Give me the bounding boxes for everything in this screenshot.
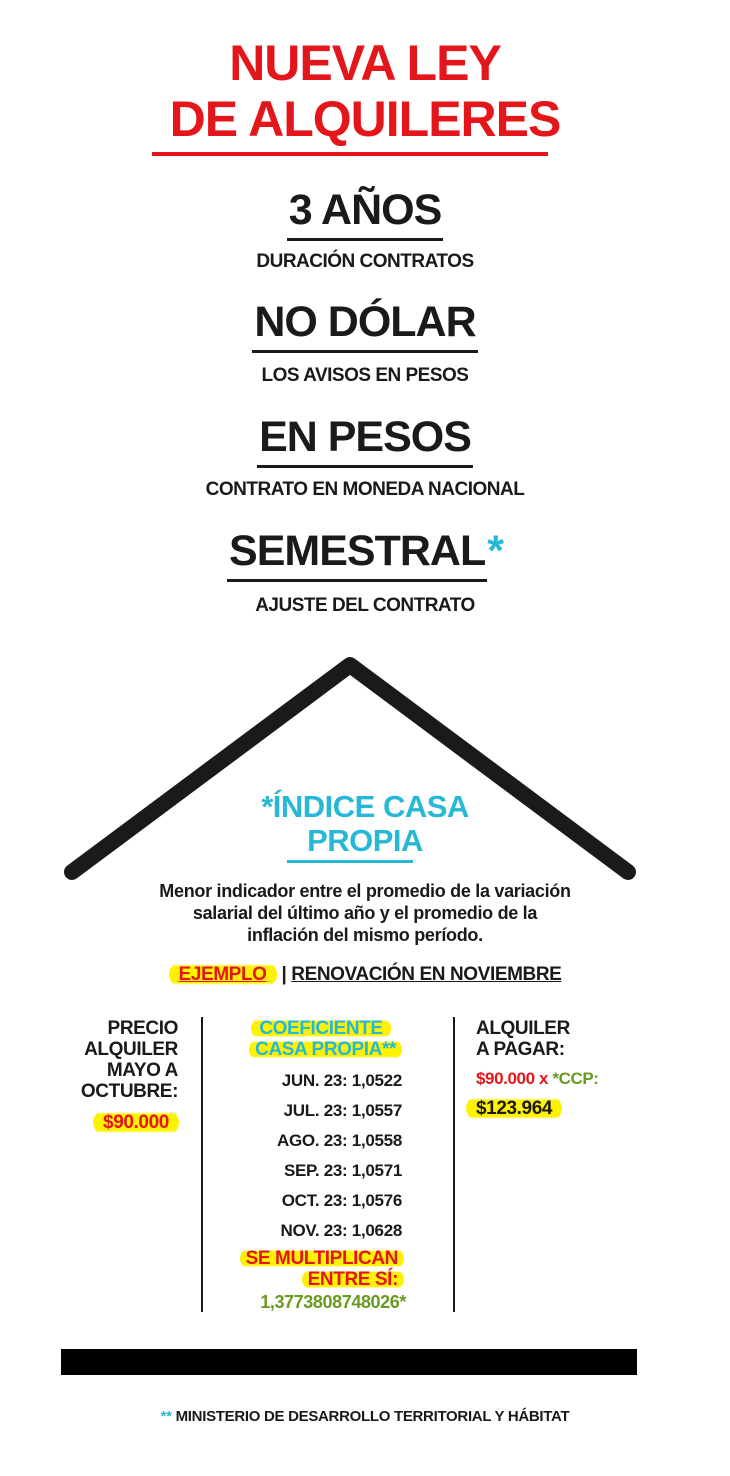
index-description-line2: salarial del último año y el promedio de la [192, 903, 538, 923]
formula-amount: $90.000 [476, 1069, 535, 1088]
index-description-line1: Menor indicador entre el promedio de la variación [159, 881, 571, 901]
coefficient-list [222, 1066, 402, 1246]
point-pesos-headline: EN PESOS [0, 413, 730, 468]
column-divider-right [453, 1017, 455, 1312]
page-title-line1: NUEVA LEY [229, 35, 501, 91]
index-description-line3: inflación del mismo período. [247, 925, 483, 945]
footer-source: MINISTERIO DE DESARROLLO TERRITORIAL Y HÁBITAT [175, 1408, 570, 1425]
left-amount-wrapper [80, 1112, 192, 1133]
formula-ccp: *CCP: [552, 1069, 599, 1088]
source-footer [0, 1408, 730, 1425]
point-no-dollar-caption: LOS AVISOS EN PESOS [261, 365, 469, 386]
coefficient-item: NOV. 23: 1,0628 [280, 1221, 402, 1240]
coefficient-item: AGO. 23: 1,0558 [277, 1131, 402, 1150]
coefficient-item: SEP. 23: 1,0571 [283, 1161, 402, 1180]
example-label-highlight [169, 962, 277, 987]
point-no-dollar-headline: NO DÓLAR [0, 298, 730, 353]
example-label: EJEMPLO [178, 964, 267, 985]
total-amount: $123.964 [466, 1096, 562, 1121]
coefficient-item: JUL. 23: 1,0557 [283, 1101, 402, 1120]
formula-times: x [538, 1069, 549, 1088]
total-wrapper [466, 1098, 586, 1119]
right-formula [476, 1068, 676, 1089]
footer-black-bar [61, 1349, 637, 1375]
coefficient-item: OCT. 23: 1,0576 [281, 1191, 402, 1210]
page-title-line2: DE ALQUILERES [169, 91, 561, 147]
left-amount: $90.000 [93, 1110, 179, 1135]
coefficient-title: COEFICIENTE CASA PROPIA** [222, 1018, 420, 1060]
asterisk-mark: * [487, 527, 503, 575]
point-semestral-headline: SEMESTRAL* [0, 527, 730, 582]
index-title-underline [287, 860, 413, 863]
point-pesos-caption: CONTRATO EN MONEDA NACIONAL [205, 479, 525, 500]
multiply-result: 1,3773808748026* [260, 1292, 406, 1312]
example-separator: | [281, 964, 287, 985]
example-heading: RENOVACIÓN EN NOVIEMBRE [291, 964, 562, 985]
multiply-note: SE MULTIPLICAN ENTRE SÍ: [222, 1248, 404, 1290]
index-title-line1: *ÍNDICE CASA [261, 789, 469, 824]
point-duration-headline: 3 AÑOS [0, 186, 730, 241]
coefficient-item: JUN. 23: 1,0522 [281, 1071, 402, 1090]
point-semestral-caption: AJUSTE DEL CONTRATO [255, 595, 475, 616]
example-heading-row [0, 964, 730, 986]
right-column-label: ALQUILER A PAGAR: [476, 1018, 570, 1060]
left-column-label: PRECIO ALQUILER MAYO A OCTUBRE: [80, 1018, 178, 1102]
column-divider-left [201, 1017, 203, 1312]
footer-mark: ** [160, 1408, 172, 1425]
index-title-line2: PROPIA [307, 823, 423, 858]
point-duration-caption: DURACIÓN CONTRATOS [256, 251, 474, 272]
